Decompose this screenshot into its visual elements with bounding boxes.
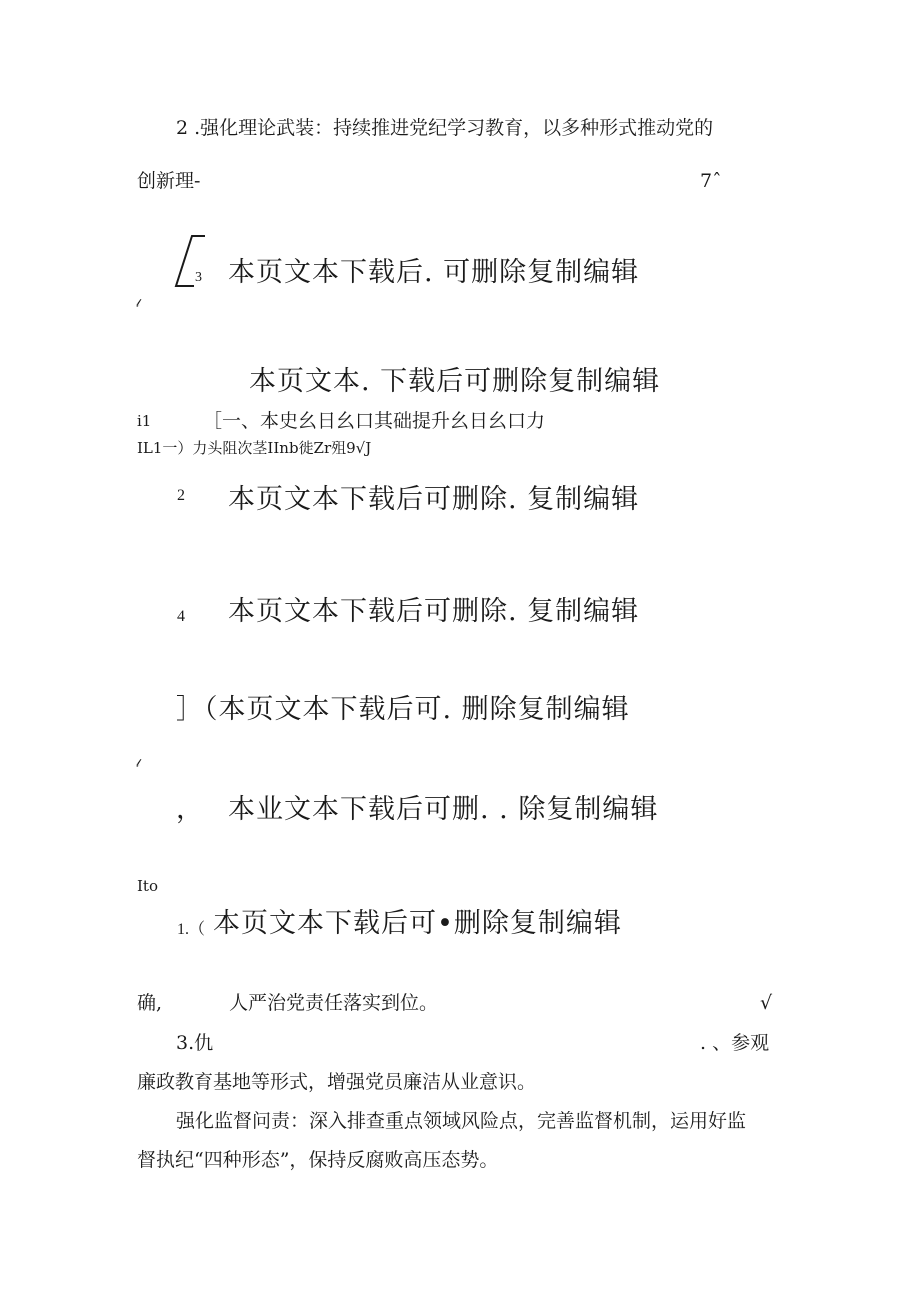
watermark-heading-3: 本页文本下载后可删除. 复制编辑 [228, 484, 640, 515]
stray-mark-2: 𝓁 [136, 757, 140, 770]
heading-number-4: 4 [177, 608, 185, 625]
watermark-heading-5: ］（本页文本下载后可. 删除复制编辑 [176, 694, 630, 725]
paragraph-line-que-left: 确, [137, 992, 163, 1014]
sub-line-1: ［一、本史幺日幺口其础提升幺日幺口力 [203, 410, 546, 432]
paragraph-line-1: 2 .强化理论武装：持续推进党纪学习教育，以多种形式推动党的 [176, 117, 714, 139]
heading-number-3: 3 [195, 270, 202, 285]
paragraph-line-6: 督执纪“四种形态”，保持反腐败高压态势。 [137, 1149, 499, 1171]
heading-number-2: 2 [177, 487, 185, 504]
watermark-heading-4: 本页文本下载后可删除. 复制编辑 [228, 596, 640, 627]
watermark-heading-7: 本页文本下载后可•删除复制编辑 [213, 908, 622, 939]
paragraph-line-4: 廉政教育基地等形式，增强党员廉洁从业意识。 [137, 1071, 537, 1093]
paragraph-line-2-mark: 7ˆ [700, 170, 722, 192]
paragraph-line-3-left: 3.仇 [176, 1032, 214, 1054]
paragraph-line-5: 强化监督问责：深入排查重点领域风险点，完善监督机制，运用好监 [176, 1110, 747, 1132]
paragraph-line-que: 人严治党责任落实到位。 [229, 992, 439, 1014]
paragraph-line-3-right: . 、参观 [700, 1032, 770, 1054]
watermark-heading-1: 本页文本下载后. 可删除复制编辑 [228, 257, 640, 288]
watermark-heading-2: 本页文本. 下载后可删除复制编辑 [249, 366, 661, 397]
sub-line-2: IL1一）力头阻次茎IInb徙Zr殂9√J [137, 439, 372, 457]
ito-label: Ito [137, 877, 158, 895]
watermark-heading-6: 本业文本下载后可删. . 除复制编辑 [228, 794, 659, 825]
paragraph-line-2: 创新理- [137, 170, 201, 192]
sub-line-1-label: i1 [137, 412, 152, 430]
check-mark: √ [760, 992, 773, 1014]
heading-number-1: 1.（ [177, 921, 206, 938]
heading-comma: ， [176, 794, 204, 825]
stray-mark-1: 𝓁 [136, 297, 140, 310]
